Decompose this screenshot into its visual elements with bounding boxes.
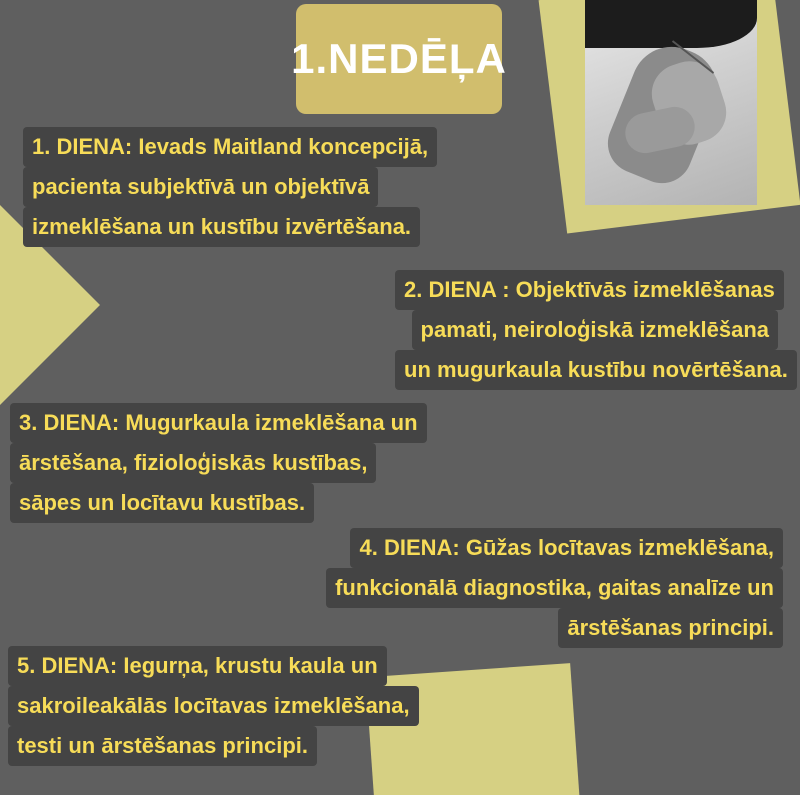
day-2-line-2: pamati, neiroloģiskā izmeklēšana (412, 310, 778, 350)
day-4-line-1: 4. DIENA: Gūžas locītavas izmeklēšana, (350, 528, 783, 568)
knee-examination-photo (585, 0, 757, 205)
day-3-line-2: ārstēšana, fizioloģiskās kustības, (10, 443, 376, 483)
day-5-line-3: testi un ārstēšanas principi. (8, 726, 317, 766)
day-2-card (395, 270, 788, 390)
day-5-line-1: 5. DIENA: Iegurņa, krustu kaula un (8, 646, 387, 686)
day-4-card (322, 528, 783, 648)
day-1-card (23, 127, 429, 247)
day-2-line-1: 2. DIENA : Objektīvās izmeklēšanas (395, 270, 784, 310)
week-title: 1.NEDĒĻA (296, 4, 502, 114)
day-2-line-3: un mugurkaula kustību novērtēšana. (395, 350, 797, 390)
day-5-card (8, 646, 452, 766)
day-5-line-2: sakroileakālās locītavas izmeklēšana, (8, 686, 419, 726)
day-3-card (10, 403, 418, 523)
day-1-line-3: izmeklēšana un kustību izvērtēšana. (23, 207, 420, 247)
day-1-line-1: 1. DIENA: Ievads Maitland koncepcijā, (23, 127, 437, 167)
day-3-line-3: sāpes un locītavu kustības. (10, 483, 314, 523)
day-4-line-3: ārstēšanas principi. (558, 608, 783, 648)
day-4-line-2: funkcionālā diagnostika, gaitas analīze un (326, 568, 783, 608)
day-3-line-1: 3. DIENA: Mugurkaula izmeklēšana un (10, 403, 427, 443)
day-1-line-2: pacienta subjektīvā un objektīvā (23, 167, 378, 207)
